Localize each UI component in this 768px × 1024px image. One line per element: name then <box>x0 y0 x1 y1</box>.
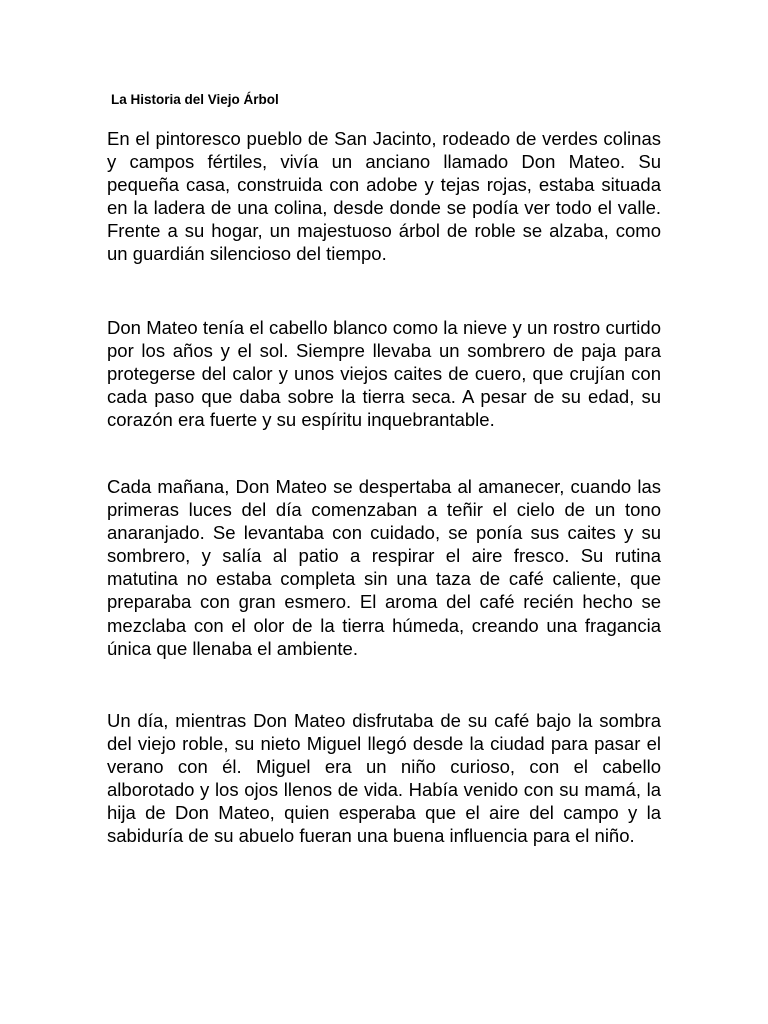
paragraph-4: Un día, mientras Don Mateo disfrutaba de su café bajo la sombra del viejo roble, su nieto Miguel llegó desde la ciudad para pasar el verano con él. Miguel era un niño curioso, con el cabello alborotado y los ojos llenos de vida. Había venido con su mamá, la hija de Don Mateo, quien esperaba que el aire del campo y la sabiduría de su abuelo fueran una buena influencia para el niño. <box>107 710 661 847</box>
document-title: La Historia del Viejo Árbol <box>111 92 279 107</box>
paragraph-1: En el pintoresco pueblo de San Jacinto, rodeado de verdes colinas y campos fértiles, vivía un anciano llamado Don Mateo. Su pequeña casa, construida con adobe y tejas rojas, estaba situada en la ladera de una colina, desde donde se podía ver todo el valle. Frente a su hogar, un majestuoso árbol de roble se alzaba, como un guardián silencioso del tiempo. <box>107 128 661 265</box>
paragraph-2: Don Mateo tenía el cabello blanco como la nieve y un rostro curtido por los años y el sol. Siempre llevaba un sombrero de paja para protegerse del calor y unos viejos caites de cuero, que crujían con cada paso que daba sobre la tierra seca. A pesar de su edad, su corazón era fuerte y su espíritu inquebrantable. <box>107 317 661 431</box>
paragraph-3: Cada mañana, Don Mateo se despertaba al amanecer, cuando las primeras luces del día comenzaban a teñir el cielo de un tono anaranjado. Se levantaba con cuidado, se ponía sus caites y su sombrero, y salía al patio a respirar el aire fresco. Su rutina matutina no estaba completa sin una taza de café caliente, que preparaba con gran esmero. El aroma del café recién hecho se mezclaba con el olor de la tierra húmeda, creando una fragancia única que llenaba el ambiente. <box>107 476 661 659</box>
